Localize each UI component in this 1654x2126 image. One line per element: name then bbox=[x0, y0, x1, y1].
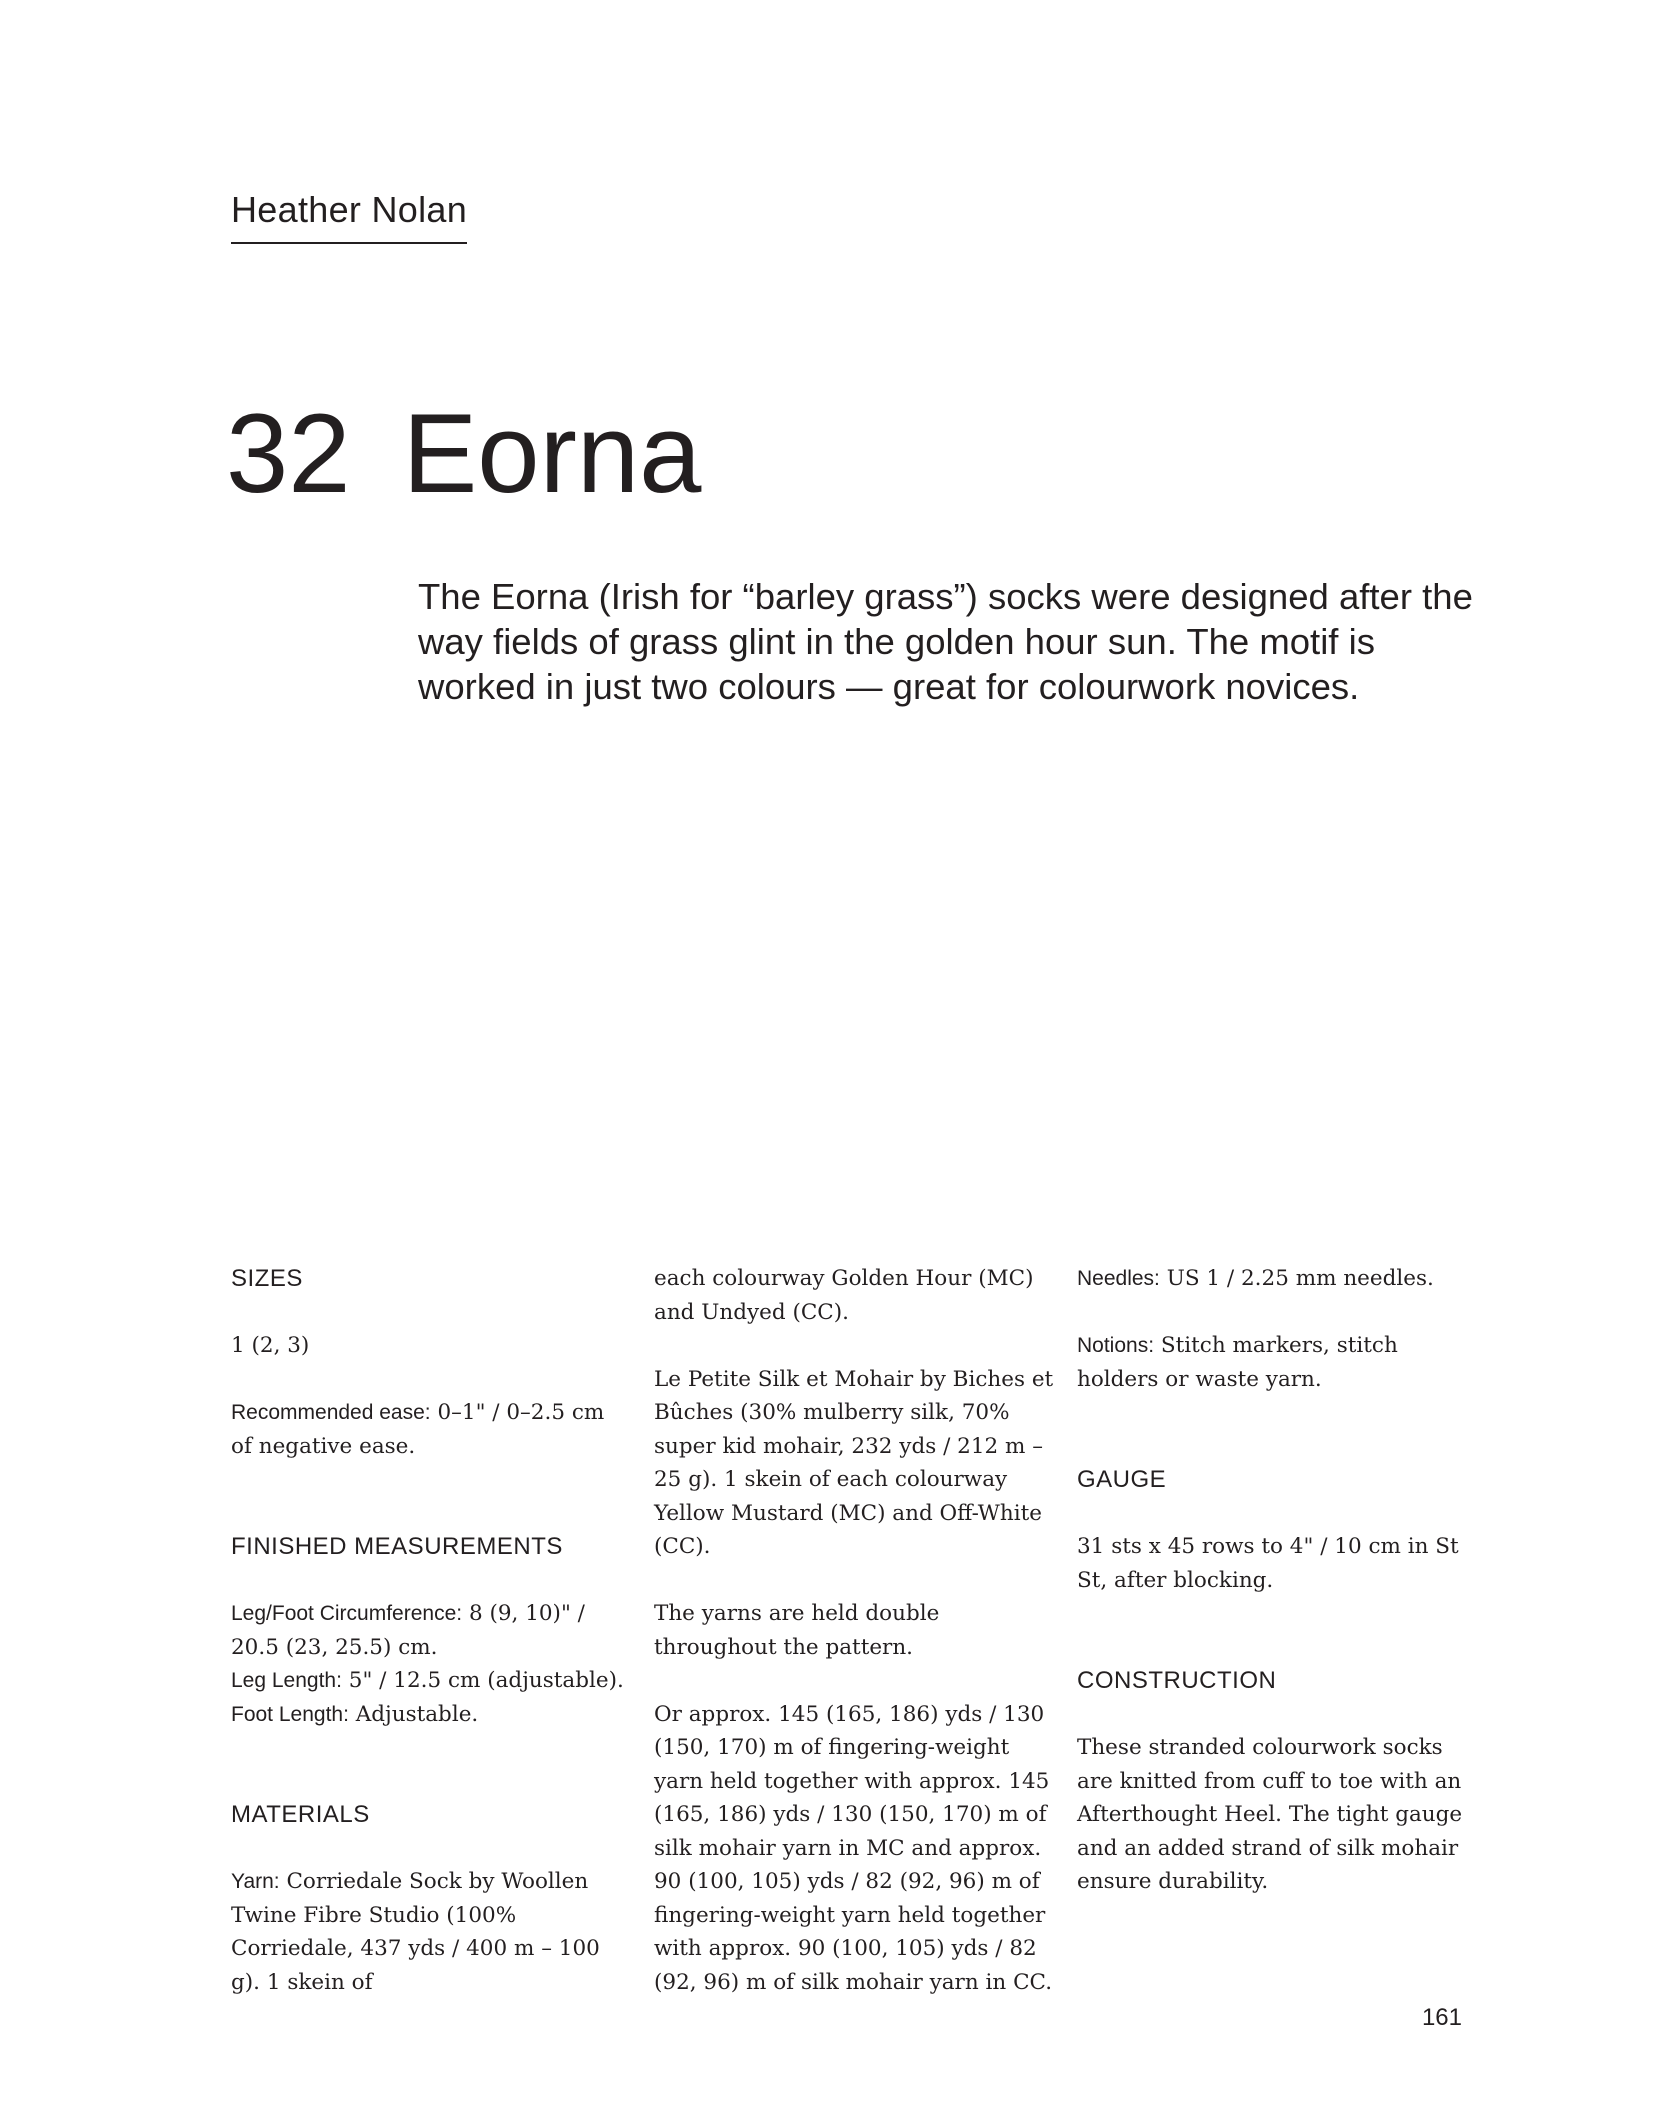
leg-length-label: Leg Length: bbox=[231, 1669, 342, 1692]
circumference-line bbox=[231, 1597, 631, 1664]
ease-text: 0–1" / 0–2.5 cm of negative ease. bbox=[231, 1400, 605, 1459]
ease-paragraph bbox=[231, 1396, 631, 1463]
held-double-paragraph: The yarns are held double throughout the pattern. bbox=[654, 1601, 940, 1660]
yarn-text: Corriedale Sock by Woollen Twine Fibre Studio (100% Corriedale, 437 yds / 400 m – 100 g). 1 skein of bbox=[231, 1869, 600, 1995]
circumference-label: Leg/Foot Circumference: bbox=[231, 1602, 463, 1625]
notions-label: Notions: bbox=[1077, 1334, 1155, 1357]
ease-label: Recommended ease: bbox=[231, 1401, 431, 1424]
needles-text: US 1 / 2.25 mm needles. bbox=[1166, 1266, 1434, 1291]
leg-length-line bbox=[231, 1664, 631, 1698]
sizes-values: 1 (2, 3) bbox=[231, 1333, 310, 1358]
pattern-intro: The Eorna (Irish for “barley grass”) socks were designed after the way fields of grass glint in the golden hour sun. The motif is worked in just two colours — great for colourwork novices. bbox=[418, 576, 1473, 707]
mohair-paragraph: Le Petite Silk et Mohair by Biches et Bûches (30% mulberry silk, 70% super kid mohair, 232 yds / 212 m – 25 g). 1 skein of each colourway Yellow Mustard (MC) and Off-White (CC). bbox=[654, 1366, 1054, 1559]
finished-measurements-heading: FINISHED MEASUREMENTS bbox=[231, 1533, 563, 1560]
column-middle bbox=[654, 1262, 1054, 1999]
circumference-text: 8 (9, 10)" / 20.5 (23, 25.5) cm. bbox=[231, 1601, 585, 1660]
foot-length-line bbox=[231, 1698, 631, 1732]
page-number: 161 bbox=[1421, 2004, 1462, 2031]
gauge-heading: GAUGE bbox=[1077, 1466, 1167, 1493]
leg-length-text: 5" / 12.5 cm (adjustable). bbox=[348, 1668, 624, 1693]
author-name: Heather Nolan bbox=[231, 190, 467, 244]
approx-yardage-paragraph: Or approx. 145 (165, 186) yds / 130 (150, 170) m of fingering-weight yarn held together with approx. 145 (165, 186) yds / 130 (150, 170) m of silk mohair yarn in MC and approx. 90 (100, 105) yds / 82 (92, 96) m of fingering-weight yarn held together with approx. 90 (100, 105) yds / 82 (92, 96) m of silk mohair yarn in CC. bbox=[654, 1701, 1053, 1995]
construction-heading: CONSTRUCTION bbox=[1077, 1667, 1277, 1694]
yarn-label: Yarn: bbox=[231, 1870, 280, 1893]
materials-heading: MATERIALS bbox=[231, 1801, 370, 1828]
notions-text: Stitch markers, stitch holders or waste yarn. bbox=[1077, 1333, 1398, 1392]
construction-text: These stranded colourwork socks are knitted from cuff to toe with an Afterthought Heel. The tight gauge and an added strand of silk mohair ensure durability. bbox=[1077, 1735, 1463, 1894]
needles-label: Needles: bbox=[1077, 1267, 1160, 1290]
pattern-name: Eorna bbox=[402, 391, 702, 516]
sizes-heading: SIZES bbox=[231, 1265, 303, 1292]
yarn-continued: each colourway Golden Hour (MC) and Undyed (CC). bbox=[654, 1266, 1034, 1325]
pattern-number: 32 bbox=[226, 391, 351, 516]
pattern-title bbox=[226, 391, 702, 516]
notions-paragraph bbox=[1077, 1329, 1477, 1396]
yarn-paragraph bbox=[231, 1865, 631, 1999]
needles-paragraph bbox=[1077, 1262, 1477, 1296]
gauge-text: 31 sts x 45 rows to 4" / 10 cm in St St, after blocking. bbox=[1077, 1534, 1459, 1593]
column-left bbox=[231, 1262, 631, 1999]
foot-length-label: Foot Length: bbox=[231, 1702, 349, 1726]
column-right bbox=[1077, 1262, 1477, 1899]
foot-length-text: Adjustable. bbox=[355, 1701, 479, 1727]
